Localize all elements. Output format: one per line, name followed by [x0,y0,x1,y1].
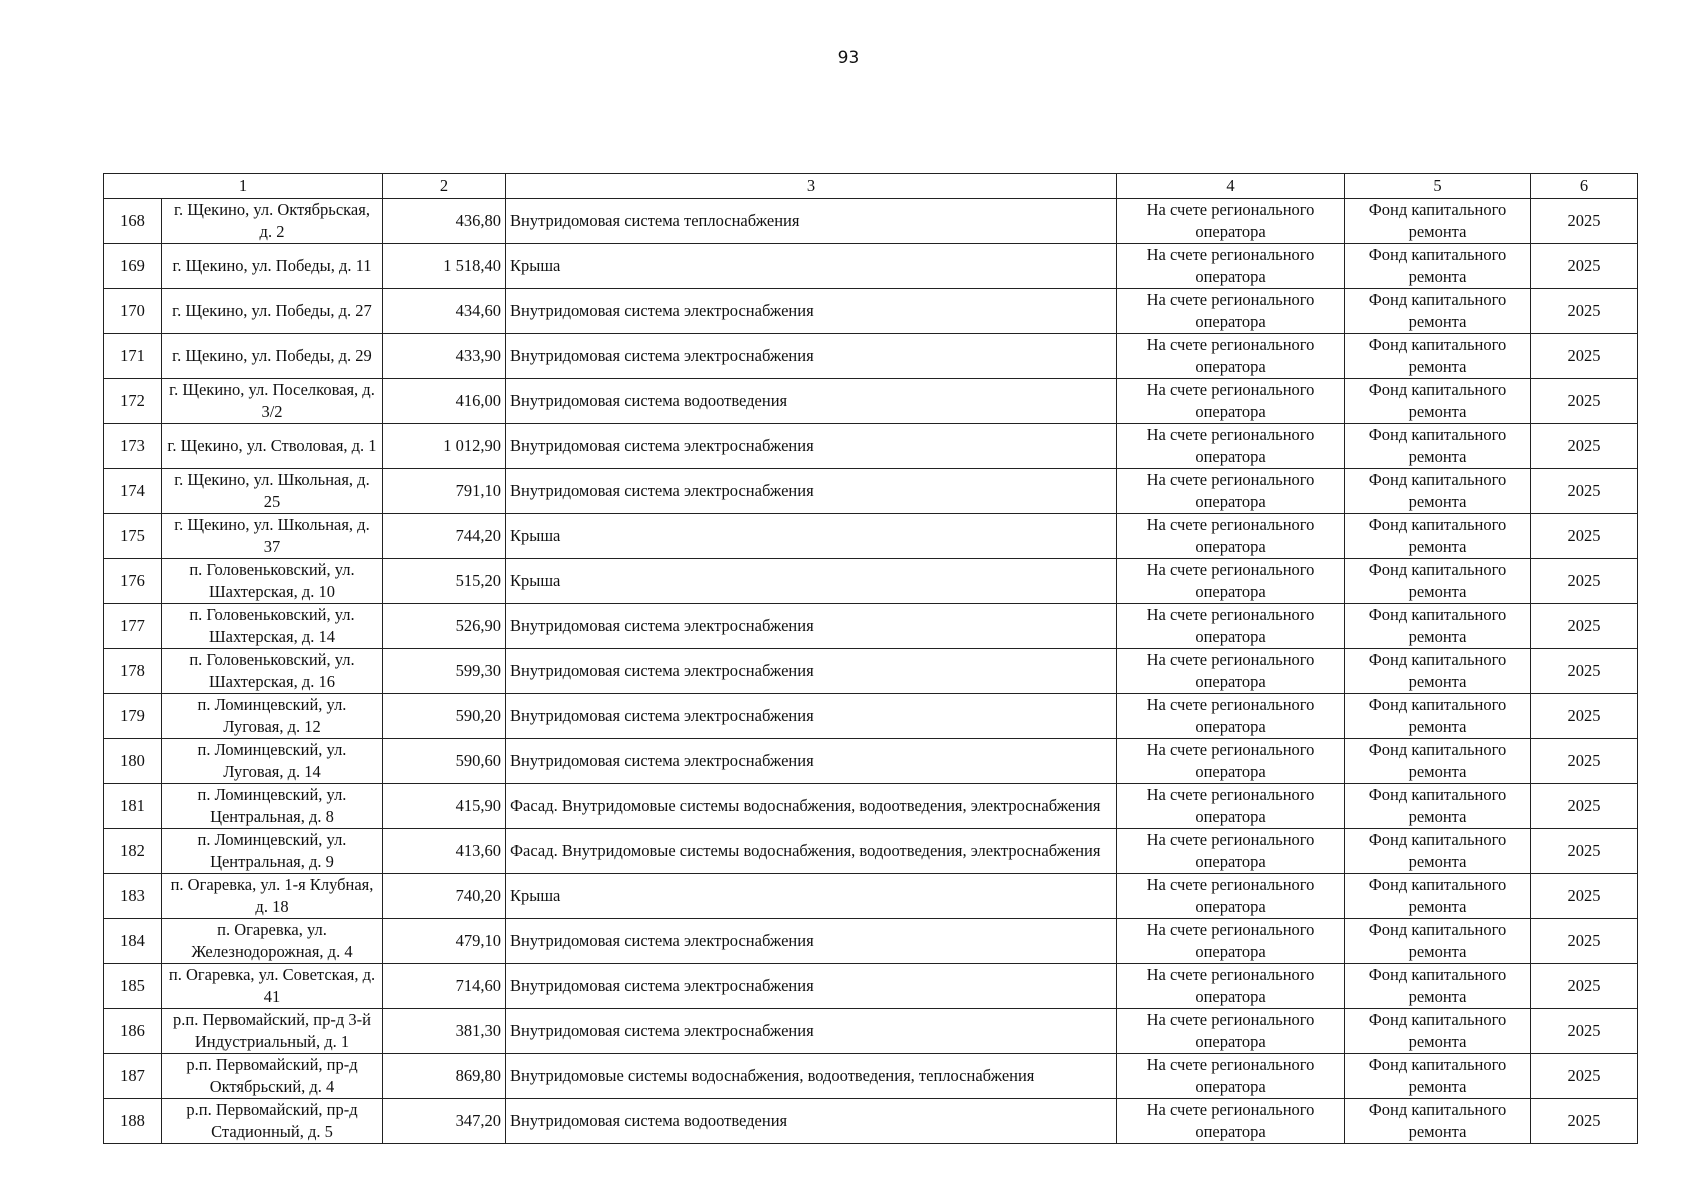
account-cell: На счете регионального оператора [1117,559,1345,604]
year-cell: 2025 [1531,1054,1638,1099]
table-row [104,289,1638,334]
column-number-2: 2 [383,174,506,199]
column-number-5: 5 [1345,174,1531,199]
funding-source-cell: Фонд капитального ремонта [1345,874,1531,919]
row-number: 184 [104,919,162,964]
work-type-cell: Внутридомовая система электроснабжения [506,469,1117,514]
area-cell: 381,30 [383,1009,506,1054]
address-cell: р.п. Первомайский, пр-д 3-й Индустриальный, д. 1 [162,1009,383,1054]
funding-source-cell: Фонд капитального ремонта [1345,379,1531,424]
area-cell: 526,90 [383,604,506,649]
year-cell: 2025 [1531,244,1638,289]
address-cell: р.п. Первомайский, пр-д Октябрьский, д. 4 [162,1054,383,1099]
table-row [104,559,1638,604]
funding-source-cell: Фонд капитального ремонта [1345,244,1531,289]
area-cell: 599,30 [383,649,506,694]
year-cell: 2025 [1531,874,1638,919]
table-row [104,244,1638,289]
account-cell: На счете регионального оператора [1117,919,1345,964]
work-type-cell: Внутридомовая система электроснабжения [506,1009,1117,1054]
year-cell: 2025 [1531,694,1638,739]
address-cell: г. Щекино, ул. Школьная, д. 37 [162,514,383,559]
table-row [104,604,1638,649]
address-cell: п. Огаревка, ул. 1-я Клубная, д. 18 [162,874,383,919]
work-type-cell: Внутридомовые системы водоснабжения, водоотведения, теплоснабжения [506,1054,1117,1099]
area-cell: 1 518,40 [383,244,506,289]
column-number-1: 1 [104,174,383,199]
table-row [104,649,1638,694]
work-type-cell: Внутридомовая система электроснабжения [506,739,1117,784]
row-number: 171 [104,334,162,379]
funding-source-cell: Фонд капитального ремонта [1345,1099,1531,1144]
account-cell: На счете регионального оператора [1117,514,1345,559]
year-cell: 2025 [1531,919,1638,964]
address-cell: п. Ломинцевский, ул. Луговая, д. 12 [162,694,383,739]
year-cell: 2025 [1531,289,1638,334]
funding-source-cell: Фонд капитального ремонта [1345,334,1531,379]
table-row [104,1009,1638,1054]
year-cell: 2025 [1531,379,1638,424]
funding-source-cell: Фонд капитального ремонта [1345,649,1531,694]
table-row [104,199,1638,244]
area-cell: 590,60 [383,739,506,784]
account-cell: На счете регионального оператора [1117,199,1345,244]
address-cell: р.п. Первомайский, пр-д Стадионный, д. 5 [162,1099,383,1144]
account-cell: На счете регионального оператора [1117,784,1345,829]
work-type-cell: Внутридомовая система электроснабжения [506,289,1117,334]
row-number: 178 [104,649,162,694]
address-cell: п. Ломинцевский, ул. Центральная, д. 9 [162,829,383,874]
area-cell: 869,80 [383,1054,506,1099]
row-number: 180 [104,739,162,784]
row-number: 188 [104,1099,162,1144]
year-cell: 2025 [1531,604,1638,649]
area-cell: 433,90 [383,334,506,379]
funding-source-cell: Фонд капитального ремонта [1345,1054,1531,1099]
work-type-cell: Фасад. Внутридомовые системы водоснабжения, водоотведения, электроснабжения [506,784,1117,829]
address-cell: г. Щекино, ул. Поселковая, д. 3/2 [162,379,383,424]
funding-source-cell: Фонд капитального ремонта [1345,199,1531,244]
funding-source-cell: Фонд капитального ремонта [1345,694,1531,739]
row-number: 179 [104,694,162,739]
account-cell: На счете регионального оператора [1117,424,1345,469]
row-number: 176 [104,559,162,604]
funding-source-cell: Фонд капитального ремонта [1345,424,1531,469]
table-row [104,964,1638,1009]
year-cell: 2025 [1531,559,1638,604]
address-cell: п. Огаревка, ул. Советская, д. 41 [162,964,383,1009]
row-number: 183 [104,874,162,919]
work-type-cell: Крыша [506,559,1117,604]
area-cell: 590,20 [383,694,506,739]
row-number: 187 [104,1054,162,1099]
funding-source-cell: Фонд капитального ремонта [1345,559,1531,604]
funding-source-cell: Фонд капитального ремонта [1345,964,1531,1009]
address-cell: г. Щекино, ул. Победы, д. 29 [162,334,383,379]
year-cell: 2025 [1531,829,1638,874]
funding-source-cell: Фонд капитального ремонта [1345,739,1531,784]
table-row [104,1099,1638,1144]
table-row [104,784,1638,829]
work-type-cell: Внутридомовая система водоотведения [506,379,1117,424]
address-cell: п. Головеньковский, ул. Шахтерская, д. 10 [162,559,383,604]
account-cell: На счете регионального оператора [1117,244,1345,289]
year-cell: 2025 [1531,334,1638,379]
address-cell: п. Головеньковский, ул. Шахтерская, д. 16 [162,649,383,694]
row-number: 177 [104,604,162,649]
table-row [104,469,1638,514]
row-number: 185 [104,964,162,1009]
account-cell: На счете регионального оператора [1117,469,1345,514]
account-cell: На счете регионального оператора [1117,379,1345,424]
area-cell: 515,20 [383,559,506,604]
table-row [104,424,1638,469]
address-cell: п. Головеньковский, ул. Шахтерская, д. 14 [162,604,383,649]
table-row [104,334,1638,379]
page-number: 93 [837,48,860,68]
area-cell: 1 012,90 [383,424,506,469]
area-cell: 744,20 [383,514,506,559]
account-cell: На счете регионального оператора [1117,1009,1345,1054]
account-cell: На счете регионального оператора [1117,694,1345,739]
area-cell: 479,10 [383,919,506,964]
year-cell: 2025 [1531,514,1638,559]
area-cell: 434,60 [383,289,506,334]
table-row [104,739,1638,784]
funding-source-cell: Фонд капитального ремонта [1345,784,1531,829]
work-type-cell: Внутридомовая система теплоснабжения [506,199,1117,244]
area-cell: 714,60 [383,964,506,1009]
address-cell: п. Ломинцевский, ул. Центральная, д. 8 [162,784,383,829]
row-number: 174 [104,469,162,514]
column-number-4: 4 [1117,174,1345,199]
year-cell: 2025 [1531,964,1638,1009]
work-type-cell: Внутридомовая система водоотведения [506,1099,1117,1144]
account-cell: На счете регионального оператора [1117,1054,1345,1099]
account-cell: На счете регионального оператора [1117,964,1345,1009]
funding-source-cell: Фонд капитального ремонта [1345,829,1531,874]
address-cell: г. Щекино, ул. Победы, д. 11 [162,244,383,289]
row-number: 170 [104,289,162,334]
column-number-3: 3 [506,174,1117,199]
year-cell: 2025 [1531,1099,1638,1144]
address-cell: г. Щекино, ул. Стволовая, д. 1 [162,424,383,469]
table-row [104,829,1638,874]
table-row [104,874,1638,919]
work-type-cell: Фасад. Внутридомовые системы водоснабжения, водоотведения, электроснабжения [506,829,1117,874]
account-cell: На счете регионального оператора [1117,829,1345,874]
area-cell: 415,90 [383,784,506,829]
area-cell: 416,00 [383,379,506,424]
year-cell: 2025 [1531,424,1638,469]
work-type-cell: Внутридомовая система электроснабжения [506,964,1117,1009]
column-number-row [104,174,1638,199]
row-number: 173 [104,424,162,469]
area-cell: 791,10 [383,469,506,514]
area-cell: 413,60 [383,829,506,874]
work-type-cell: Крыша [506,874,1117,919]
funding-source-cell: Фонд капитального ремонта [1345,1009,1531,1054]
area-cell: 347,20 [383,1099,506,1144]
funding-source-cell: Фонд капитального ремонта [1345,514,1531,559]
work-type-cell: Внутридомовая система электроснабжения [506,334,1117,379]
area-cell: 436,80 [383,199,506,244]
funding-source-cell: Фонд капитального ремонта [1345,919,1531,964]
address-cell: п. Ломинцевский, ул. Луговая, д. 14 [162,739,383,784]
address-cell: г. Щекино, ул. Победы, д. 27 [162,289,383,334]
year-cell: 2025 [1531,739,1638,784]
work-type-cell: Внутридомовая система электроснабжения [506,604,1117,649]
repair-register-table [103,173,1638,1144]
account-cell: На счете регионального оператора [1117,1099,1345,1144]
address-cell: г. Щекино, ул. Октябрьская, д. 2 [162,199,383,244]
year-cell: 2025 [1531,649,1638,694]
work-type-cell: Внутридомовая система электроснабжения [506,694,1117,739]
row-number: 172 [104,379,162,424]
table-row [104,1054,1638,1099]
funding-source-cell: Фонд капитального ремонта [1345,604,1531,649]
table-row [104,919,1638,964]
table-row [104,379,1638,424]
address-cell: г. Щекино, ул. Школьная, д. 25 [162,469,383,514]
year-cell: 2025 [1531,199,1638,244]
table-row [104,694,1638,739]
area-cell: 740,20 [383,874,506,919]
year-cell: 2025 [1531,1009,1638,1054]
account-cell: На счете регионального оператора [1117,604,1345,649]
account-cell: На счете регионального оператора [1117,649,1345,694]
work-type-cell: Внутридомовая система электроснабжения [506,649,1117,694]
table-row [104,514,1638,559]
funding-source-cell: Фонд капитального ремонта [1345,289,1531,334]
account-cell: На счете регионального оператора [1117,289,1345,334]
account-cell: На счете регионального оператора [1117,334,1345,379]
row-number: 169 [104,244,162,289]
row-number: 182 [104,829,162,874]
work-type-cell: Крыша [506,244,1117,289]
work-type-cell: Внутридомовая система электроснабжения [506,424,1117,469]
row-number: 181 [104,784,162,829]
account-cell: На счете регионального оператора [1117,739,1345,784]
year-cell: 2025 [1531,469,1638,514]
column-number-6: 6 [1531,174,1638,199]
address-cell: п. Огаревка, ул. Железнодорожная, д. 4 [162,919,383,964]
row-number: 175 [104,514,162,559]
work-type-cell: Крыша [506,514,1117,559]
account-cell: На счете регионального оператора [1117,874,1345,919]
funding-source-cell: Фонд капитального ремонта [1345,469,1531,514]
year-cell: 2025 [1531,784,1638,829]
row-number: 186 [104,1009,162,1054]
row-number: 168 [104,199,162,244]
work-type-cell: Внутридомовая система электроснабжения [506,919,1117,964]
